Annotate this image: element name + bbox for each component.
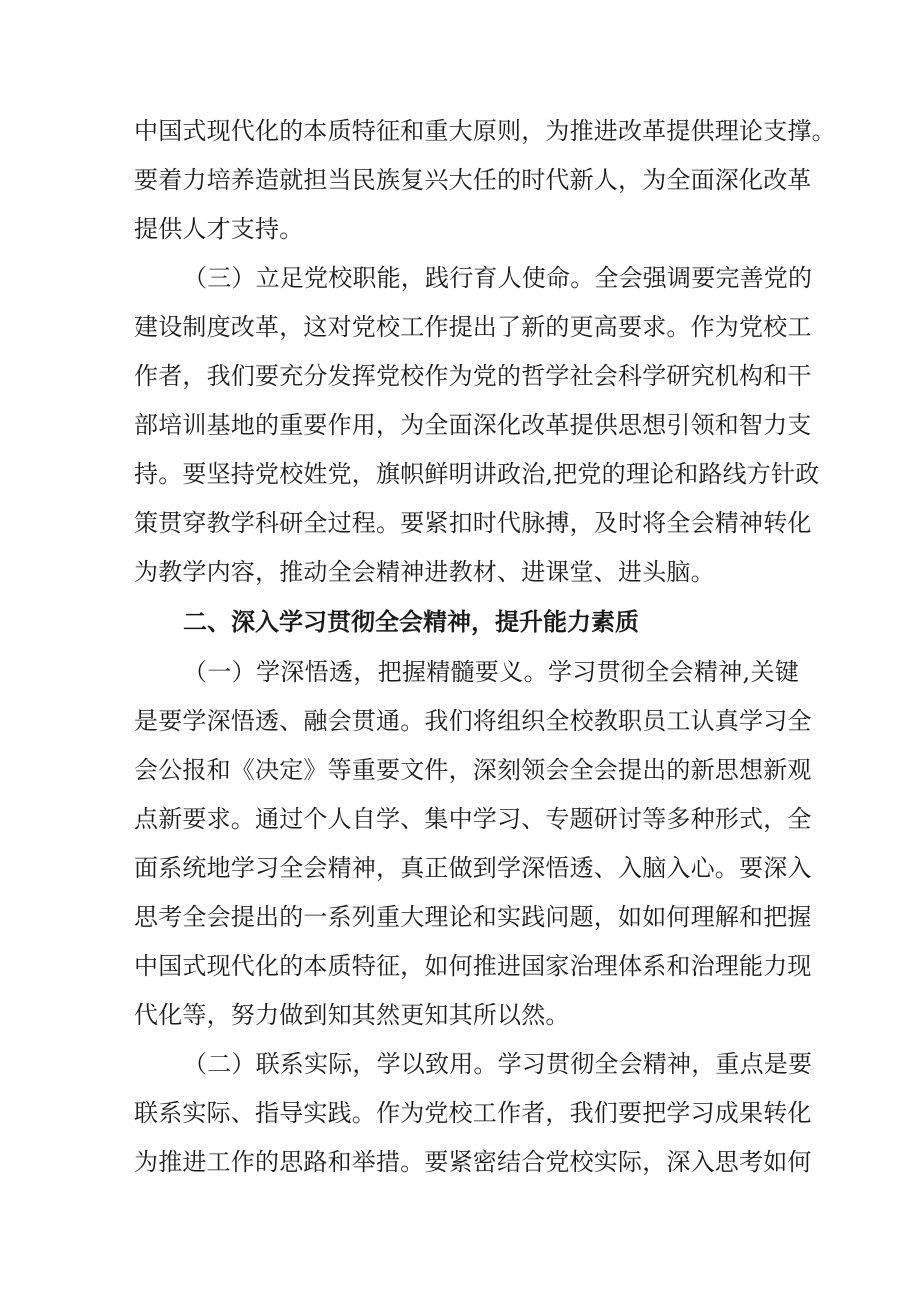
body-text-line: 持。要坚持党校姓党，旗帜鲜明讲政治,把党的理论和路线方针政 <box>134 460 820 488</box>
body-text-line: 要着力培养造就担当民族复兴大任的时代新人，为全面深化改革 <box>134 166 812 194</box>
body-text-line: 会公报和《决定》等重要文件，深刻领会全会提出的新思想新观 <box>134 756 812 784</box>
body-text-line: 提供人才支持。 <box>134 215 304 243</box>
body-text-line: 中国式现代化的本质特征和重大原则，为推进改革提供理论支撑。 <box>134 117 836 145</box>
body-text-line: 面系统地学习全会精神，真正做到学深悟透、入脑入心。要深入 <box>134 854 812 882</box>
body-text-line: 联系实际、指导实践。作为党校工作者，我们要把学习成果转化 <box>134 1099 812 1127</box>
body-text-line: 部培训基地的重要作用，为全面深化改革提供思想引领和智力支 <box>134 411 812 439</box>
body-text-line: 是要学深悟透、融会贯通。我们将组织全校教职员工认真学习全 <box>134 707 812 735</box>
paragraph-heading-2: （二）联系实际，学以致用。学习贯彻全会精神，重点是要 <box>183 1050 813 1078</box>
body-text-line: 点新要求。通过个人自学、集中学习、专题研讨等多种形式，全 <box>134 805 812 833</box>
body-text-line: 作者，我们要充分发挥党校作为党的哲学社会科学研究机构和干 <box>134 362 812 390</box>
body-text-line: 中国式现代化的本质特征，如何推进国家治理体系和治理能力现 <box>134 952 812 980</box>
body-text-line: 为教学内容，推动全会精神进教材、进课堂、进头脑。 <box>134 558 715 586</box>
body-text-line: 思考全会提出的一系列重大理论和实践问题，如如何理解和把握 <box>134 903 812 931</box>
body-text-line: 策贯穿教学科研全过程。要紧扣时代脉搏，及时将全会精神转化 <box>134 509 812 537</box>
body-text-line: 建设制度改革，这对党校工作提出了新的更高要求。作为党校工 <box>134 313 812 341</box>
paragraph-heading-1: （一）学深悟透，把握精髓要义。学习贯彻全会精神,关键 <box>183 658 799 686</box>
paragraph-heading-3: （三）立足党校职能，践行育人使命。全会强调要完善党的 <box>183 264 813 292</box>
body-text-line: 代化等，努力做到知其然更知其所以然。 <box>134 1001 570 1029</box>
section-heading: 二、深入学习贯彻全会精神，提升能力素质 <box>183 608 639 636</box>
body-text-line: 为推进工作的思路和举措。要紧密结合党校实际，深入思考如何 <box>134 1148 812 1176</box>
